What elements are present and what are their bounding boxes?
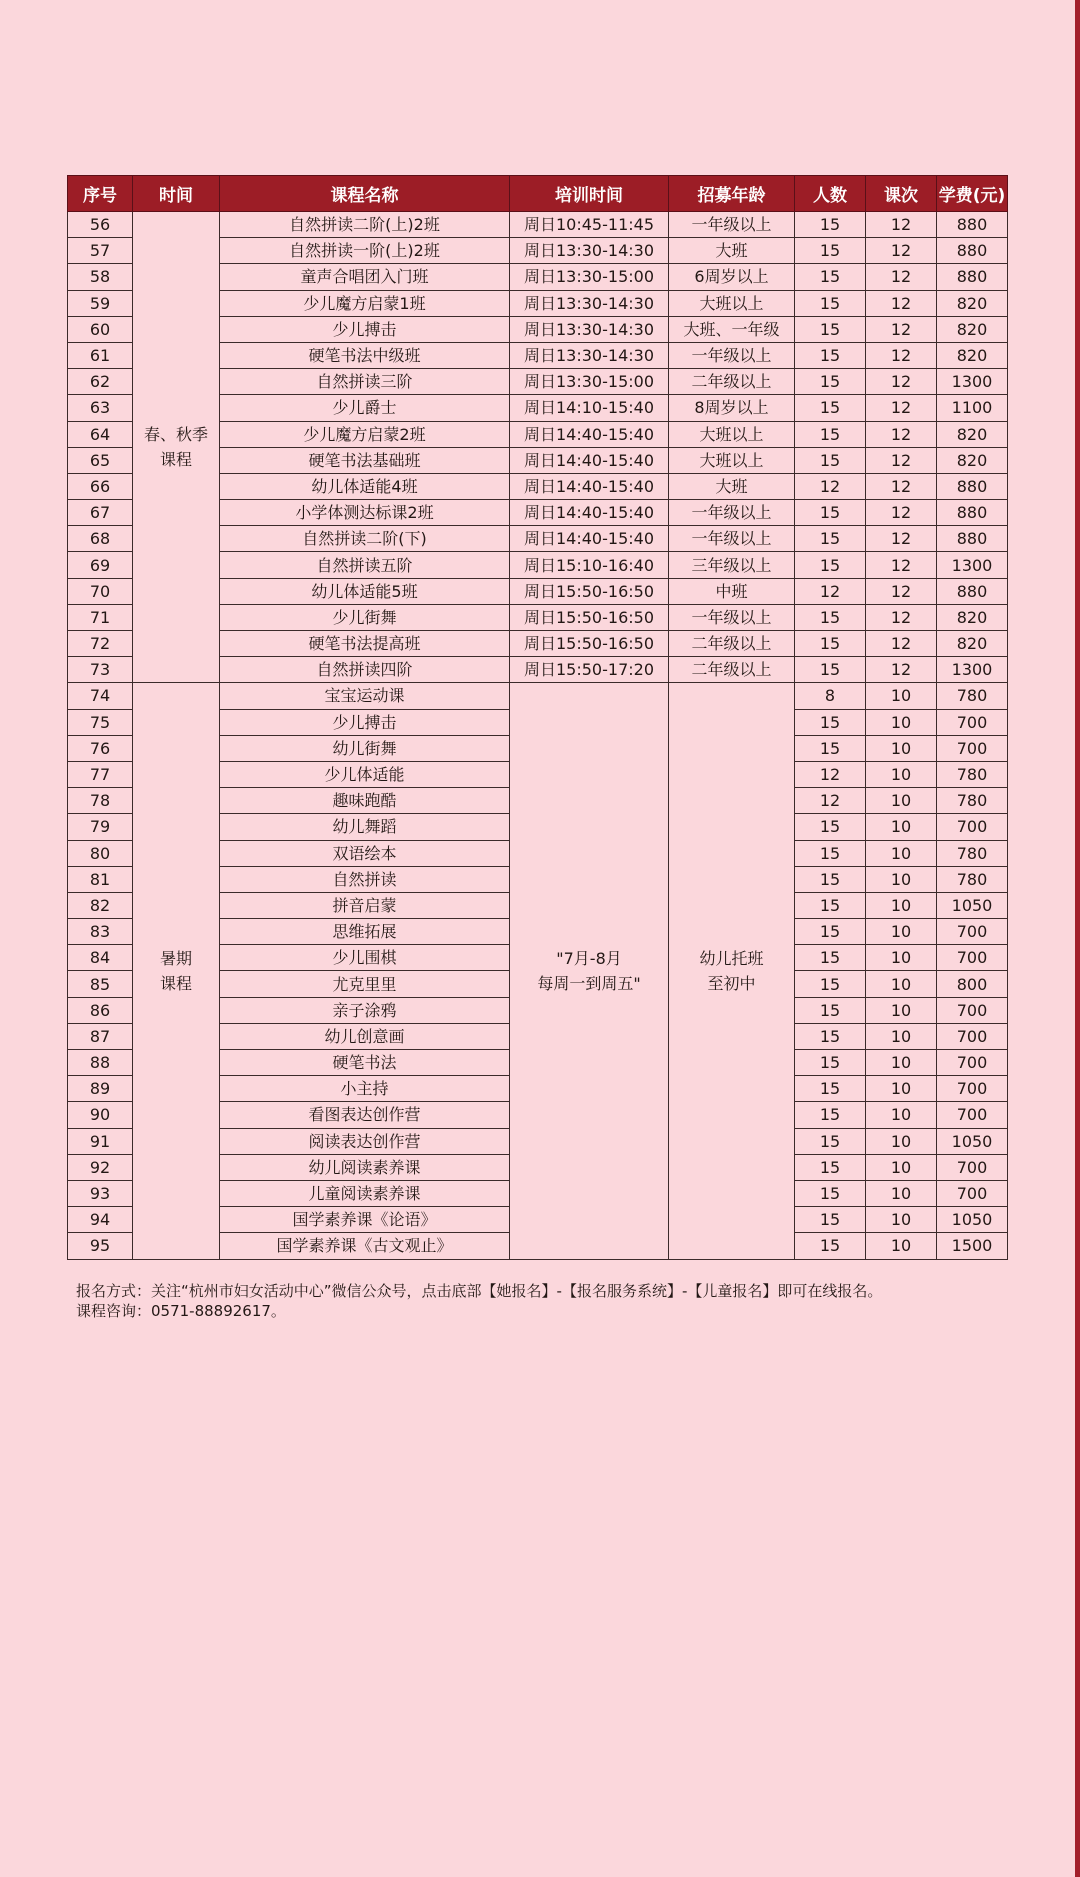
tuition: 780 bbox=[937, 866, 1008, 892]
course-name: 硬笔书法中级班 bbox=[220, 342, 510, 368]
capacity: 15 bbox=[795, 631, 866, 657]
session-count: 12 bbox=[866, 552, 937, 578]
row-index: 66 bbox=[68, 473, 133, 499]
session-count: 10 bbox=[866, 1207, 937, 1233]
recruit-age: 一年级以上 bbox=[669, 342, 795, 368]
tuition: 700 bbox=[937, 1154, 1008, 1180]
training-time: 周日14:10-15:40 bbox=[510, 395, 669, 421]
session-count: 10 bbox=[866, 971, 937, 997]
capacity: 15 bbox=[795, 290, 866, 316]
session-count: 10 bbox=[866, 1233, 937, 1259]
capacity: 15 bbox=[795, 919, 866, 945]
row-index: 94 bbox=[68, 1207, 133, 1233]
tuition: 700 bbox=[937, 997, 1008, 1023]
course-name: 童声合唱团入门班 bbox=[220, 264, 510, 290]
recruit-age: 三年级以上 bbox=[669, 552, 795, 578]
course-name: 幼儿创意画 bbox=[220, 1023, 510, 1049]
tuition: 880 bbox=[937, 500, 1008, 526]
tuition: 700 bbox=[937, 1076, 1008, 1102]
recruit-age: 大班 bbox=[669, 473, 795, 499]
row-index: 71 bbox=[68, 604, 133, 630]
row-index: 73 bbox=[68, 657, 133, 683]
training-time: 周日15:10-16:40 bbox=[510, 552, 669, 578]
recruit-age bbox=[669, 683, 795, 1259]
course-name: 少儿街舞 bbox=[220, 604, 510, 630]
training-time: 周日15:50-16:50 bbox=[510, 578, 669, 604]
tuition: 820 bbox=[937, 447, 1008, 473]
session-count: 10 bbox=[866, 1180, 937, 1206]
row-index: 75 bbox=[68, 709, 133, 735]
capacity: 15 bbox=[795, 552, 866, 578]
session-count: 12 bbox=[866, 369, 937, 395]
course-name: 尤克里里 bbox=[220, 971, 510, 997]
table-row bbox=[68, 212, 1008, 238]
capacity: 15 bbox=[795, 1128, 866, 1154]
capacity: 15 bbox=[795, 500, 866, 526]
course-name: 少儿爵士 bbox=[220, 395, 510, 421]
tuition: 1500 bbox=[937, 1233, 1008, 1259]
capacity: 15 bbox=[795, 264, 866, 290]
row-index: 68 bbox=[68, 526, 133, 552]
session-count: 12 bbox=[866, 316, 937, 342]
training-time: 周日10:45-11:45 bbox=[510, 212, 669, 238]
column-header: 课次 bbox=[866, 176, 937, 212]
capacity: 12 bbox=[795, 761, 866, 787]
tuition: 780 bbox=[937, 840, 1008, 866]
training-time: 周日14:40-15:40 bbox=[510, 500, 669, 526]
course-name: 硬笔书法提高班 bbox=[220, 631, 510, 657]
course-name: 少儿围棋 bbox=[220, 945, 510, 971]
capacity: 15 bbox=[795, 1076, 866, 1102]
row-index: 87 bbox=[68, 1023, 133, 1049]
training-time: 周日15:50-16:50 bbox=[510, 604, 669, 630]
course-name: 看图表达创作营 bbox=[220, 1102, 510, 1128]
session-count: 12 bbox=[866, 342, 937, 368]
signup-instructions: 报名方式：关注“杭州市妇女活动中心”微信公众号，点击底部【她报名】-【报名服务系统】-【儿童报名】即可在线报名。 bbox=[76, 1282, 883, 1300]
tuition: 780 bbox=[937, 788, 1008, 814]
table-row bbox=[68, 683, 1008, 709]
course-name: 双语绘本 bbox=[220, 840, 510, 866]
table-body bbox=[68, 212, 1008, 1260]
tuition: 1300 bbox=[937, 657, 1008, 683]
row-index: 90 bbox=[68, 1102, 133, 1128]
capacity: 15 bbox=[795, 1023, 866, 1049]
tuition: 880 bbox=[937, 526, 1008, 552]
training-time: 周日13:30-14:30 bbox=[510, 238, 669, 264]
row-index: 67 bbox=[68, 500, 133, 526]
column-header: 招募年龄 bbox=[669, 176, 795, 212]
row-index: 93 bbox=[68, 1180, 133, 1206]
course-name: 拼音启蒙 bbox=[220, 892, 510, 918]
column-header: 课程名称 bbox=[220, 176, 510, 212]
capacity: 12 bbox=[795, 473, 866, 499]
training-time: 周日15:50-16:50 bbox=[510, 631, 669, 657]
tuition: 700 bbox=[937, 1050, 1008, 1076]
course-consult-phone: 课程咨询：0571-88892617。 bbox=[76, 1302, 286, 1320]
training-time: 周日13:30-14:30 bbox=[510, 290, 669, 316]
capacity: 15 bbox=[795, 395, 866, 421]
recruit-age: 一年级以上 bbox=[669, 212, 795, 238]
course-name: 少儿搏击 bbox=[220, 709, 510, 735]
session-count: 10 bbox=[866, 840, 937, 866]
row-index: 81 bbox=[68, 866, 133, 892]
session-count: 12 bbox=[866, 604, 937, 630]
row-index: 95 bbox=[68, 1233, 133, 1259]
row-index: 60 bbox=[68, 316, 133, 342]
tuition: 1300 bbox=[937, 369, 1008, 395]
capacity: 15 bbox=[795, 657, 866, 683]
tuition: 820 bbox=[937, 604, 1008, 630]
course-name: 幼儿阅读素养课 bbox=[220, 1154, 510, 1180]
tuition: 1300 bbox=[937, 552, 1008, 578]
tuition: 820 bbox=[937, 421, 1008, 447]
training-time-line: 每周一到周五" bbox=[537, 973, 641, 993]
session-count: 10 bbox=[866, 709, 937, 735]
session-count: 12 bbox=[866, 578, 937, 604]
row-index: 77 bbox=[68, 761, 133, 787]
column-header: 人数 bbox=[795, 176, 866, 212]
course-name: 小主持 bbox=[220, 1076, 510, 1102]
course-name: 少儿搏击 bbox=[220, 316, 510, 342]
session-count: 10 bbox=[866, 683, 937, 709]
tuition: 1050 bbox=[937, 892, 1008, 918]
session-label-line: 课程 bbox=[159, 973, 192, 993]
row-index: 65 bbox=[68, 447, 133, 473]
course-name: 少儿魔方启蒙2班 bbox=[220, 421, 510, 447]
tuition: 700 bbox=[937, 1023, 1008, 1049]
session-count: 10 bbox=[866, 892, 937, 918]
row-index: 89 bbox=[68, 1076, 133, 1102]
course-name: 少儿体适能 bbox=[220, 761, 510, 787]
column-header: 时间 bbox=[133, 176, 220, 212]
row-index: 70 bbox=[68, 578, 133, 604]
column-header: 学费(元) bbox=[937, 176, 1008, 212]
capacity: 15 bbox=[795, 316, 866, 342]
row-index: 59 bbox=[68, 290, 133, 316]
row-index: 84 bbox=[68, 945, 133, 971]
tuition: 1050 bbox=[937, 1128, 1008, 1154]
course-name: 国学素养课《古文观止》 bbox=[220, 1233, 510, 1259]
course-name: 幼儿体适能4班 bbox=[220, 473, 510, 499]
session-count: 10 bbox=[866, 866, 937, 892]
recruit-age: 二年级以上 bbox=[669, 631, 795, 657]
capacity: 15 bbox=[795, 1050, 866, 1076]
tuition: 820 bbox=[937, 290, 1008, 316]
course-name: 硬笔书法基础班 bbox=[220, 447, 510, 473]
tuition: 1050 bbox=[937, 1207, 1008, 1233]
session-count: 12 bbox=[866, 657, 937, 683]
session-count: 12 bbox=[866, 500, 937, 526]
session-count: 10 bbox=[866, 1102, 937, 1128]
tuition: 880 bbox=[937, 212, 1008, 238]
recruit-age: 中班 bbox=[669, 578, 795, 604]
course-name: 幼儿体适能5班 bbox=[220, 578, 510, 604]
training-time: 周日14:40-15:40 bbox=[510, 473, 669, 499]
tuition: 880 bbox=[937, 238, 1008, 264]
training-time: 周日14:40-15:40 bbox=[510, 447, 669, 473]
session-label-line: 暑期 bbox=[159, 948, 192, 968]
recruit-age: 二年级以上 bbox=[669, 369, 795, 395]
capacity: 15 bbox=[795, 1154, 866, 1180]
session-count: 12 bbox=[866, 526, 937, 552]
recruit-age: 大班、一年级 bbox=[669, 316, 795, 342]
capacity: 15 bbox=[795, 447, 866, 473]
session-count: 10 bbox=[866, 761, 937, 787]
row-index: 82 bbox=[68, 892, 133, 918]
course-name: 自然拼读三阶 bbox=[220, 369, 510, 395]
recruit-age: 大班 bbox=[669, 238, 795, 264]
row-index: 62 bbox=[68, 369, 133, 395]
session-count: 10 bbox=[866, 997, 937, 1023]
tuition: 700 bbox=[937, 735, 1008, 761]
row-index: 57 bbox=[68, 238, 133, 264]
course-name: 幼儿舞蹈 bbox=[220, 814, 510, 840]
course-name: 自然拼读四阶 bbox=[220, 657, 510, 683]
course-name: 硬笔书法 bbox=[220, 1050, 510, 1076]
course-name: 自然拼读二阶(下) bbox=[220, 526, 510, 552]
session-label bbox=[133, 212, 220, 683]
course-name: 自然拼读一阶(上)2班 bbox=[220, 238, 510, 264]
course-name: 阅读表达创作营 bbox=[220, 1128, 510, 1154]
session-count: 10 bbox=[866, 945, 937, 971]
capacity: 15 bbox=[795, 604, 866, 630]
row-index: 63 bbox=[68, 395, 133, 421]
capacity: 15 bbox=[795, 709, 866, 735]
column-header: 培训时间 bbox=[510, 176, 669, 212]
course-name: 少儿魔方启蒙1班 bbox=[220, 290, 510, 316]
tuition: 880 bbox=[937, 264, 1008, 290]
session-count: 12 bbox=[866, 212, 937, 238]
course-name: 思维拓展 bbox=[220, 919, 510, 945]
course-name: 自然拼读 bbox=[220, 866, 510, 892]
capacity: 15 bbox=[795, 892, 866, 918]
recruit-age: 一年级以上 bbox=[669, 500, 795, 526]
training-time: 周日13:30-14:30 bbox=[510, 316, 669, 342]
row-index: 91 bbox=[68, 1128, 133, 1154]
session-count: 12 bbox=[866, 473, 937, 499]
table-header-row bbox=[68, 176, 1008, 212]
recruit-age-line: 幼儿托班 bbox=[699, 948, 764, 968]
course-name: 趣味跑酷 bbox=[220, 788, 510, 814]
course-name: 亲子涂鸦 bbox=[220, 997, 510, 1023]
session-count: 10 bbox=[866, 1128, 937, 1154]
recruit-age: 二年级以上 bbox=[669, 657, 795, 683]
session-count: 12 bbox=[866, 264, 937, 290]
training-time: 周日13:30-15:00 bbox=[510, 369, 669, 395]
capacity: 15 bbox=[795, 238, 866, 264]
capacity: 15 bbox=[795, 735, 866, 761]
recruit-age-line: 至初中 bbox=[707, 973, 756, 993]
capacity: 15 bbox=[795, 814, 866, 840]
session-count: 10 bbox=[866, 1050, 937, 1076]
session-label-line: 课程 bbox=[159, 450, 192, 470]
capacity: 8 bbox=[795, 683, 866, 709]
session-count: 10 bbox=[866, 1076, 937, 1102]
course-name: 自然拼读二阶(上)2班 bbox=[220, 212, 510, 238]
course-table bbox=[67, 175, 1008, 1260]
training-time: 周日14:40-15:40 bbox=[510, 421, 669, 447]
recruit-age: 8周岁以上 bbox=[669, 395, 795, 421]
row-index: 76 bbox=[68, 735, 133, 761]
course-name: 国学素养课《论语》 bbox=[220, 1207, 510, 1233]
capacity: 15 bbox=[795, 971, 866, 997]
row-index: 61 bbox=[68, 342, 133, 368]
row-index: 88 bbox=[68, 1050, 133, 1076]
training-time: 周日14:40-15:40 bbox=[510, 526, 669, 552]
tuition: 820 bbox=[937, 342, 1008, 368]
training-time bbox=[510, 683, 669, 1259]
row-index: 69 bbox=[68, 552, 133, 578]
row-index: 78 bbox=[68, 788, 133, 814]
session-count: 10 bbox=[866, 735, 937, 761]
column-header: 序号 bbox=[68, 176, 133, 212]
course-name: 幼儿街舞 bbox=[220, 735, 510, 761]
training-time: 周日15:50-17:20 bbox=[510, 657, 669, 683]
capacity: 12 bbox=[795, 788, 866, 814]
row-index: 72 bbox=[68, 631, 133, 657]
tuition: 780 bbox=[937, 683, 1008, 709]
session-count: 10 bbox=[866, 1154, 937, 1180]
right-edge-bar bbox=[1075, 0, 1080, 1877]
course-name: 自然拼读五阶 bbox=[220, 552, 510, 578]
session-count: 10 bbox=[866, 1023, 937, 1049]
session-count: 10 bbox=[866, 788, 937, 814]
training-time: 周日13:30-15:00 bbox=[510, 264, 669, 290]
recruit-age: 6周岁以上 bbox=[669, 264, 795, 290]
session-label-line: 春、秋季 bbox=[143, 425, 208, 445]
tuition: 880 bbox=[937, 473, 1008, 499]
tuition: 700 bbox=[937, 919, 1008, 945]
session-count: 12 bbox=[866, 421, 937, 447]
tuition: 700 bbox=[937, 814, 1008, 840]
capacity: 15 bbox=[795, 866, 866, 892]
capacity: 15 bbox=[795, 840, 866, 866]
row-index: 92 bbox=[68, 1154, 133, 1180]
row-index: 64 bbox=[68, 421, 133, 447]
capacity: 15 bbox=[795, 1180, 866, 1206]
capacity: 15 bbox=[795, 421, 866, 447]
capacity: 15 bbox=[795, 526, 866, 552]
session-count: 12 bbox=[866, 290, 937, 316]
session-count: 12 bbox=[866, 447, 937, 473]
recruit-age: 大班以上 bbox=[669, 290, 795, 316]
tuition: 700 bbox=[937, 709, 1008, 735]
row-index: 85 bbox=[68, 971, 133, 997]
tuition: 820 bbox=[937, 631, 1008, 657]
tuition: 800 bbox=[937, 971, 1008, 997]
session-count: 12 bbox=[866, 395, 937, 421]
session-count: 12 bbox=[866, 238, 937, 264]
capacity: 12 bbox=[795, 578, 866, 604]
session-count: 10 bbox=[866, 919, 937, 945]
training-time: 周日13:30-14:30 bbox=[510, 342, 669, 368]
row-index: 86 bbox=[68, 997, 133, 1023]
capacity: 15 bbox=[795, 1102, 866, 1128]
capacity: 15 bbox=[795, 997, 866, 1023]
capacity: 15 bbox=[795, 945, 866, 971]
course-name: 儿童阅读素养课 bbox=[220, 1180, 510, 1206]
tuition: 700 bbox=[937, 945, 1008, 971]
row-index: 80 bbox=[68, 840, 133, 866]
course-name: 宝宝运动课 bbox=[220, 683, 510, 709]
tuition: 780 bbox=[937, 761, 1008, 787]
recruit-age: 大班以上 bbox=[669, 421, 795, 447]
capacity: 15 bbox=[795, 369, 866, 395]
tuition: 700 bbox=[937, 1102, 1008, 1128]
session-label bbox=[133, 683, 220, 1259]
recruit-age: 一年级以上 bbox=[669, 526, 795, 552]
row-index: 74 bbox=[68, 683, 133, 709]
course-name: 小学体测达标课2班 bbox=[220, 500, 510, 526]
capacity: 15 bbox=[795, 1207, 866, 1233]
capacity: 15 bbox=[795, 1233, 866, 1259]
capacity: 15 bbox=[795, 342, 866, 368]
footer-notes bbox=[76, 1281, 882, 1321]
capacity: 15 bbox=[795, 212, 866, 238]
tuition: 1100 bbox=[937, 395, 1008, 421]
session-count: 12 bbox=[866, 631, 937, 657]
recruit-age: 一年级以上 bbox=[669, 604, 795, 630]
tuition: 820 bbox=[937, 316, 1008, 342]
tuition: 880 bbox=[937, 578, 1008, 604]
row-index: 58 bbox=[68, 264, 133, 290]
recruit-age: 大班以上 bbox=[669, 447, 795, 473]
session-count: 10 bbox=[866, 814, 937, 840]
tuition: 700 bbox=[937, 1180, 1008, 1206]
training-time-line: "7月-8月 bbox=[556, 948, 622, 968]
row-index: 79 bbox=[68, 814, 133, 840]
row-index: 83 bbox=[68, 919, 133, 945]
row-index: 56 bbox=[68, 212, 133, 238]
